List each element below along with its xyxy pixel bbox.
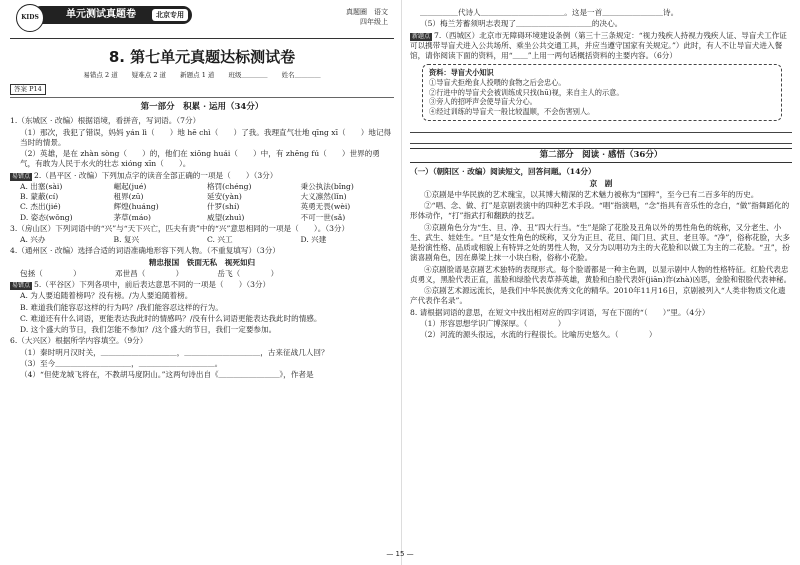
series-name: 真题圈 语文 — [346, 8, 388, 16]
reading-paragraph: ⑤京剧艺术源远流长，是我们中华民族优秀文化的精华。2010年11月16日，京剧被列入“人类非物质文化遗产代表作名录”。 — [410, 286, 786, 306]
q5-option-c: C. 难道还有什么词语，更能表达我此时的情感吗？/没有什么词语更能表达我此时的情感。 — [20, 313, 322, 323]
option: B. 蒙蔽(cí) — [20, 192, 59, 201]
header-right — [346, 8, 388, 26]
option: 不可一世(sǎ) — [300, 212, 346, 222]
box-item: ④经过训练的导盲犬一般比较温顺，不会伤害别人。 — [429, 107, 595, 117]
q6-line1: （1）秦时明月汉时关，＿＿＿＿＿＿＿＿＿＿，＿＿＿＿＿＿＿＿＿＿，古来征战几人回？ — [20, 347, 329, 357]
option: 辉煌(huáng) — [113, 202, 159, 212]
option: B. 复兴 — [113, 235, 140, 244]
page-title: 8. 第七单元真题达标测试卷 — [108, 48, 296, 66]
q7-material-box — [422, 64, 782, 121]
option: 英勇无畏(wèi) — [300, 202, 351, 212]
q6-line2: （3）至今＿＿＿＿＿＿＿＿＿＿，＿＿＿＿＿＿＿＿＿＿。 — [20, 358, 223, 368]
q4-word-bank: 精忠报国 铁面无私 视死如归 — [148, 257, 256, 267]
meta-item: 新题点 1 道 — [180, 71, 215, 80]
left-column — [10, 0, 394, 381]
q2-tag: 易错点 — [12, 172, 31, 180]
reading-title: 京 剧 — [589, 178, 613, 188]
q1-line2: （2）英雄，是在 zhàn sòng（ ）的，他们在 xiōng huái（ ）中，有 zhēng fú（ ）世界的勇气，有敢为人民于水火的壮志 xióng xīn（ ）。 — [20, 149, 380, 169]
q7-answer-lines — [410, 124, 792, 144]
q7-tag: 新题点 — [412, 32, 431, 40]
option: 延安(yàn) — [207, 192, 242, 201]
series-badge — [32, 6, 192, 24]
reading-paragraph: ②“唱、念、做、打”是京剧表演中的四种艺术手段。“唱”指演唱，“念”指具有音乐性的念白，“做”指舞蹈化的形体动作，“打”指武打和翻跌的技艺。 — [410, 201, 790, 221]
option: 茅草(máo) — [113, 212, 151, 222]
box-item: ①导盲犬拒绝食人投喂的食物之后会忠心。 — [429, 77, 566, 87]
option: C. 兴工 — [207, 235, 233, 244]
page-number: — 15 — — [386, 550, 414, 558]
q5-option-d: D. 这个盛大的节日，我们怎能不参加？/这个盛大的节日，我们一定要参加。 — [20, 325, 277, 334]
reading-paragraph: ④京剧脸谱是京剧艺术独特的表现形式。每个脸谱都是一种主色调，以显示剧中人物的性格特征。红脸代表忠贞勇义，黑脸代表正直，蓝脸和绿脸代表草莽英雄，黄脸和白脸代表奸(jiān)诈(zhà)凶恶，金脸和银脸代表神秘。 — [410, 264, 792, 284]
option: C. 杰出(jié) — [20, 202, 61, 212]
kid-logo-icon: KIDS — [16, 4, 44, 32]
q8-stem: 8. 请根据词语的意思，在短文中找出相对应的四字词语，写在下面的“（ ）”里。（4分） — [410, 307, 710, 317]
answer-tag: 答案 P14 — [10, 84, 46, 95]
q6-line4: ＿＿＿＿＿代诗人＿＿＿＿＿＿＿＿＿＿＿。这是一首＿＿＿＿＿＿＿＿诗。 — [420, 8, 679, 17]
q3-options — [20, 235, 394, 245]
part2-title: 第二部分 阅读 · 感悟（36分） — [410, 148, 792, 163]
reading-paragraph: ①京剧是中华民族的艺术瑰宝，以其博大精深的艺术魅力被称为“国粹”，至今已有二百多年的历史。 — [424, 189, 759, 199]
q6-line5: （5）梅兰芳蓄须明志表现了＿＿＿＿＿＿＿＿＿＿的决心。 — [420, 19, 623, 29]
box-item: ③旁人的招呼声会使导盲犬分心。 — [429, 97, 537, 107]
part1-title: 第一部分 积累 · 运用（34分） — [140, 101, 264, 112]
reading-intro: （一）（朝阳区 · 改编）阅读短文，回答问题。（14分） — [410, 167, 596, 177]
option: 大义凛然(lǐn) — [300, 192, 347, 201]
meta-item: 姓名＿＿＿＿ — [281, 71, 321, 80]
page-header — [10, 4, 394, 39]
q5-text: 5.（平谷区）下列各项中，前后表达意思不同的一项是（ ）（3分） — [34, 280, 271, 289]
q6-stem: 6.（大兴区）根据所学内容填空。（9分） — [10, 336, 148, 346]
box-item: ②行进中的导盲犬会被训练成只找(hū)视，来自主人的示意。 — [429, 87, 624, 97]
option: 威望(zhuì) — [207, 212, 245, 222]
meta-item: 易错点 2 道 — [83, 71, 118, 80]
q2-stem — [10, 171, 394, 181]
meta-row — [10, 71, 394, 80]
q2-options — [20, 182, 394, 223]
q5-option-a: A. 为人要追随着榜吗？没有榜。/为人要追随着榜。 — [20, 291, 193, 301]
option: 租界(zū) — [113, 192, 144, 201]
q8-line1: （1）形容思想学识广博深厚。（ ） — [420, 318, 566, 328]
q4-line: 包拯（ ） 邓世昌（ ） 岳飞（ ） — [20, 268, 279, 278]
q7-text: 7.（西城区）北京市无障碍环境建设条例（第三十三条规定：“视力残疾人持视力残疾人证、导盲犬工作证可以携带导盲犬进入公共场所、乘坐公共交通工具，并应当遵守国家有关规定。”）此时，有人不让导盲犬进入餐馆，请你阅读下面的资料，用“＿＿”上用一两句话概括资料的主要内容。（6分） — [410, 30, 787, 60]
badge-label: 单元测试真题卷 — [66, 9, 136, 20]
meta-item: 疑难点 2 道 — [131, 71, 167, 80]
option: 格罚(chéng) — [207, 181, 252, 191]
q3-stem: 3.（房山区）下列词语中的“兴”与“天下兴亡，匹夫有责”中的“兴”意思相同的一项是（ ）。（3分） — [10, 223, 350, 233]
grade-label: 四年级上 — [360, 18, 388, 26]
option: A. 兴办 — [20, 235, 46, 244]
option: 什罗(shí) — [207, 202, 240, 212]
option: D. 兴建 — [300, 235, 327, 244]
meta-item: 班级＿＿＿＿ — [228, 71, 268, 80]
option: 秉公执法(bǐng) — [300, 181, 354, 191]
q5-tag: 易错点 — [12, 282, 31, 289]
q5-option-b: B. 难道我们能容忍这样的行为吗？/我们能容忍这样的行为。 — [20, 302, 223, 312]
region-tag: 北京专用 — [152, 9, 188, 21]
column-divider — [401, 0, 402, 565]
q2-text: 2.（昌平区 · 改编）下列加点字的读音全部正确的一项是（ ）（3分） — [34, 170, 278, 180]
q1-line1: （1）那次，我犯了错误，妈妈 yán lì（ ）地 hē chì（ ）了我。我理直气壮地 qīng xī（ ）地记得当时的情景。 — [20, 127, 392, 147]
q8-line2: （2）河流的源头很远，水流的行程很长。比喻历史悠久。（ ） — [420, 330, 657, 340]
option: A. 出塞(sài) — [20, 181, 63, 191]
q1-stem: 1.（东城区 · 改编）根据语境，看拼音，写词语。（7分） — [10, 116, 201, 126]
option: D. 姿态(wǒng) — [20, 212, 73, 222]
q5-stem — [10, 280, 394, 290]
reading-paragraph: ③京剧角色分为“生、旦、净、丑”四大行当。“生”是除了花脸及丑角以外的男性角色的统称，又分老生、小生、武生、娃娃生。“旦”是女性角色的统称，又分为正旦、花旦、闺门旦、武旦、老旦等。“净”，俗称花脸，大多是扮演性格、品质或相貌上有特异之处的男性人物，又分为以唱功为主的大花脸和以做工为主的二花脸。“丑”，扮演喜剧角色，因在鼻梁上抹一小块白粉，俗称小花脸。 — [410, 222, 791, 263]
q6-line3: （4）“但使龙城飞将在，不教胡马度阴山。”这两句诗出自《＿＿＿＿＿＿＿＿》，作者是 — [20, 370, 314, 379]
right-column — [410, 0, 792, 341]
q4-stem: 4.（通州区 · 改编）选择合适的词语准确地形容下列人物。（不重复填写）（3分） — [10, 246, 280, 256]
q7-stem — [410, 31, 792, 62]
answer-bar — [10, 84, 394, 98]
box-title: 资料：导盲犬小知识 — [429, 68, 494, 78]
option: 崛起(jué) — [113, 181, 147, 191]
